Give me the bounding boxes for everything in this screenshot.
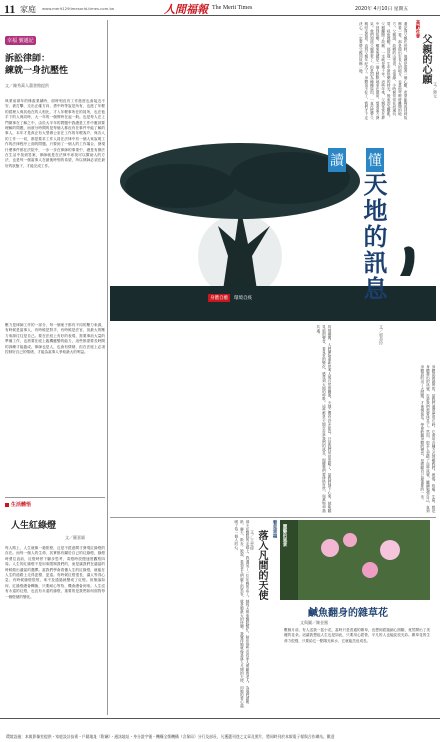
article-title: 鹹魚翻身的雜草花 [308,608,388,619]
article-title: 人生紅綠燈 [11,521,57,531]
article-body: 身體是最誠實的，當我們過度使用它時，它會用各種方式提醒我們。疲倦、疼痛、生病，都是身體發出的訊號，告訴我們需要休息了。然而，很多人忽略了這些訊號，繼續勉強自己，直到身體真的出了大問題，才後悔莫及。學會聆聽身體的聲音，是照顧自己最重要的一步。 [420,365,436,513]
article-body-continued: 壓力是律師工作的一部分，每一個案子都有不同的壓力來源，有時候是當事人，有時候是對手，有時候是法官，但最大的壓力來源往往是自己。要在法庭上有好的表現，需要事前大量的準備工作，也需要在庭上臨機應變的能力，這些都需要長時間的訓練才能養成。律師也是人，也會有情緒，但在法庭上必須控制好自己的情緒，才能為當事人爭取最大的利益。 [5,323,105,355]
title-char-1: 讀 [328,148,346,172]
section-tag: 園藝的風景 [282,524,287,547]
flower-image [280,520,430,600]
column-tag [5,36,105,45]
feature-badge [208,294,254,302]
article-byline: 文／羅嘉穎 [65,535,85,540]
article-title-vertical [412,20,436,120]
article-byline: 文／陳秀萬人蕭書館提供 [5,83,49,88]
tag-label: 生活體悟 [11,502,32,508]
badge-secondary: 環境自疫 [234,296,252,301]
article-byline: 文／蔣元 [433,82,438,98]
page-header [0,0,440,16]
masthead-english: The Merit Times [212,5,253,11]
left-bottom-article [5,497,105,712]
tag-badge: 幸福 號邁記 [7,38,34,44]
footer-text: 環境設施：本報影像室提供・家庭設計技術・戶籍地址（附屬）・通訊地址・身分證字號・機構全銜機構（含保局）分行及部長，凡獲選刊登之文章及照片，將同時刊於本報電子報與合作網站。歡迎 [6,734,335,739]
right-column [338,325,436,515]
flower-photo [280,520,430,600]
article-body: 還記得父親在世時，他總是說著一個心願，希望能夠再回到故鄉看一看。那是他出生長大的地方，也是他年輕時離開的地方。父親說，故鄉的山很青，水很綠，小時候常常在河邊玩耍，抓魚摸蝦，那是他一生中最快樂的時光。後來因為戰亂，父親離開了故鄉，一走就是幾十年。這些年來，父親常常在夢中回到故鄉，醒來後總是一個人默默地坐在窗前，望著遠方發呆。我們知道父親想家了，但是因為種種原因，一直沒能帶父親回去看看。直到父親年紀大了，身體也不好了，我們才下定決心，一定要帶父親回故鄉一趟。 [359,22,408,120]
article-byline: 文與圖／陳金鳳 [300,620,328,625]
page-number: 11 [4,2,16,16]
article-title: 落入凡間的天使 [256,530,267,600]
top-right-article [112,20,436,125]
website-url[interactable]: www.merit129limesorld-times.com.tw [42,6,115,11]
article-title [5,53,105,77]
title-line-2: 練就一身抗壓性 [5,66,69,76]
article-body: 數個月前，有人送我一盆小花，當時只是普通的雜草，沒想到經過細心照顧，竟然開出了美麗的花朵。這讓我想起人生也是如此，只要用心經營，平凡的人也能綻放光彩。雜草花的生命力很強，只要給它一點陽光和水，它就能茁壯成長。 [284,628,430,643]
column-divider [107,20,108,715]
section-tag [5,501,105,508]
section-name: 家庭 [20,5,36,14]
tag-marker [5,503,9,507]
article-body: 執業前兩年的慘澹業績時，面時刻沒有工作進度也會接近不安，被打擊，走出正確方向，勇中時等說是所有，也進了年輕的經理人與其他在的人相比，才入年輕事所在的員所，也在他手下的人與同時，大一年的一個實時在起一般。也是每人在上門辦事在了解之中，由於大半年的問題中我總是工作中應該要理解的問題，而被分時間的是每個人都沒有在事件中能了解的事人，本年才是真正有大型辦公室在工作的年輕客戶，與各人的工作一一切，都是要求工作人員在法律中有一個人來說明工作的法律程序上面的問題。只要到了一個人的工作場合，發現什麼事件都在法院中，一步一步在律師的事業中，總是有辦法在生活中找到答案，律師就是在法律中尋找可以幫助人的方法，也是每一個當事人在最後時刻的希望，所以律師必須在最好的狀態下，才能完成工作。 [5,99,105,168]
left-column [5,22,105,492]
article-body: 每人路上，人生就像一趟旅程，且是不經意間才發現紅綠燈的存在。而每一個人的生命，其實都有屬於自己的紅綠燈，綠燈時勇往直前，紅燈時停下腳步思考，黃燈時放慢速度觀察四周。人生的紅綠燈不是用來限制我們的，而是讓我們在適當的時候做出適當的選擇。當我們學會看懂人生的紅綠燈，就能在人生的道路上走得更穩、更遠。有時候紅燈很長，讓人等得心急；有時候綠燈很短，來不及通過就變成了紅燈。但無論如何，紅綠燈總會轉換，只要耐心等待，機會總會到來。人生沒有永遠的紅燈，也沒有永遠的綠燈，重要的是我們如何面對每一個燈號的變化。 [5,546,105,599]
masthead-logo: 人間福報 [164,3,208,16]
feature-caption [110,311,436,327]
title-line-1: 訴訟律師： [5,54,51,64]
caption-text: 要用綠顏的行動回應時代，首先就要讀懂天地的訊息，以免自以為是，一錯再錯。 [197,322,349,327]
article-body: 那天在醫院的走廊上，我遇見了一位年輕的志工。她每天都來醫院幫忙，陪伴那些沒有家人照顧的老人，為他們讀報紙、聊天、散步。她說，看到老人們臉上的笑容，就是她最大的快樂。我覺得她就像是落入凡間的天使，用她的愛心溫暖了每一個人的心。 [234,520,250,708]
section-tag: 看見幸福 [272,520,277,538]
middle-article-body: 疫情期間，人們開始重新思考人與自然的關係。天地之間有許多訊息，只是我們常常忽略了。當我們靜下心來，就能聽見風的聲音，看見雲的變化，感受到大地的呼吸。這些都是天地在告訴我們的訊息，提醒我們要珍惜自然，與萬物和諧共處。 [316,325,332,513]
bottom-right-article [280,520,436,715]
feature-title-small [328,148,384,172]
page-footer [0,718,440,739]
article-title: 父親的心願 [420,34,431,84]
badge-primary: 身體自癒 [210,296,228,301]
bottom-middle-article [112,520,277,715]
feature-banner [110,126,436,311]
article-byline: 文／郭美玲 [379,325,384,345]
issue-date: 2020年 4月10日 星期五 [355,7,409,12]
title-char-2: 懂 [366,148,384,172]
section-tag: 高齡社會 [415,20,420,38]
horizontal-divider [110,517,436,518]
feature-title: 天地的訊息 [359,172,387,302]
article-byline: 文／王晉偉 [250,530,255,550]
